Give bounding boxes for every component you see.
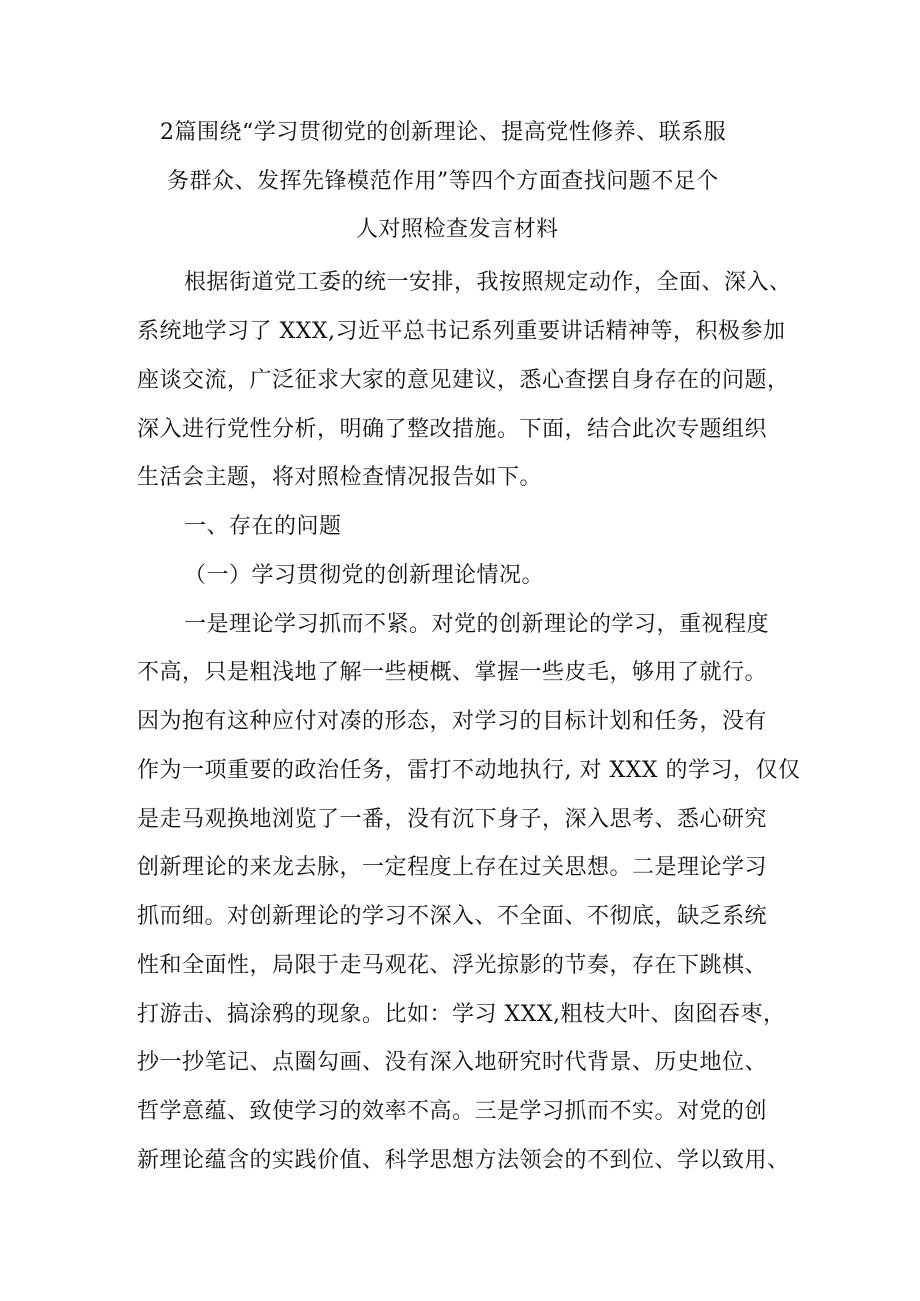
section-heading: 一、存在的问题 <box>184 514 342 539</box>
body-line-10: 抄一抄笔记、点圈勾画、没有深入地研究时代背景、历史地位、 <box>137 1050 768 1075</box>
subsection-heading: （一）学习贯彻党的创新理论情况。 <box>184 563 545 588</box>
body-line-3: 因为抱有这种应付对凑的形态，对学习的目标计划和任务，没有 <box>137 709 768 734</box>
document-title-line-3: 人对照检查发言材料 <box>356 217 559 242</box>
document-title-line-2: 务群众、发挥先锋模范作用”等四个方面查找问题不足个 <box>167 169 719 194</box>
body-line-9: 打游击、搞涂鸦的现象。比如：学习 XXX,粗枝大叶、囱囵吞枣， <box>137 1002 786 1027</box>
body-line-11: 哲学意蕴、致使学习的效率不高。三是学习抓而不实。对党的创 <box>137 1099 768 1124</box>
body-line-6: 创新理论的来龙去脉，一定程度上存在过关思想。二是理论学习 <box>137 855 768 880</box>
body-line-12: 新理论蕴含的实践价值、科学思想方法领会的不到位、学以致用、 <box>137 1148 790 1173</box>
body-line-8: 性和全面性，局限于走马观花、浮光掠影的节奏，存在下跳棋、 <box>137 953 768 978</box>
body-line-1: 一是理论学习抓而不紧。对党的创新理论的学习，重视程度 <box>184 612 770 637</box>
body-line-7: 抓而细。对创新理论的学习不深入、不全面、不彻底，缺乏系统 <box>137 904 768 929</box>
intro-line-2: 系统地学习了 XXX,习近平总书记系列重要讲话精神等，积极参加 <box>137 319 786 344</box>
intro-line-3: 座谈交流，广泛征求大家的意见建议，悉心查摆自身存在的问题， <box>137 368 790 393</box>
intro-line-5: 生活会主题，将对照检查情况报告如下。 <box>137 465 543 490</box>
document-title-line-1: 2篇围绕“学习贯彻党的创新理论、提高党性修养、联系服 <box>160 120 727 145</box>
body-line-5: 是走马观换地浏览了一番，没有沉下身子，深入思考、悉心研究 <box>137 807 768 832</box>
body-line-4: 作为一项重要的政治任务，雷打不动地执行, 对 XXX 的学习，仅仅 <box>137 758 801 783</box>
intro-line-4: 深入进行党性分析，明确了整改措施。下面，结合此次专题组织 <box>137 417 768 442</box>
intro-line-1: 根据街道党工委的统一安排，我按照规定动作，全面、深入、 <box>184 270 792 295</box>
body-line-2: 不高，只是粗浅地了解一些梗概、掌握一些皮毛，够用了就行。 <box>137 660 768 685</box>
